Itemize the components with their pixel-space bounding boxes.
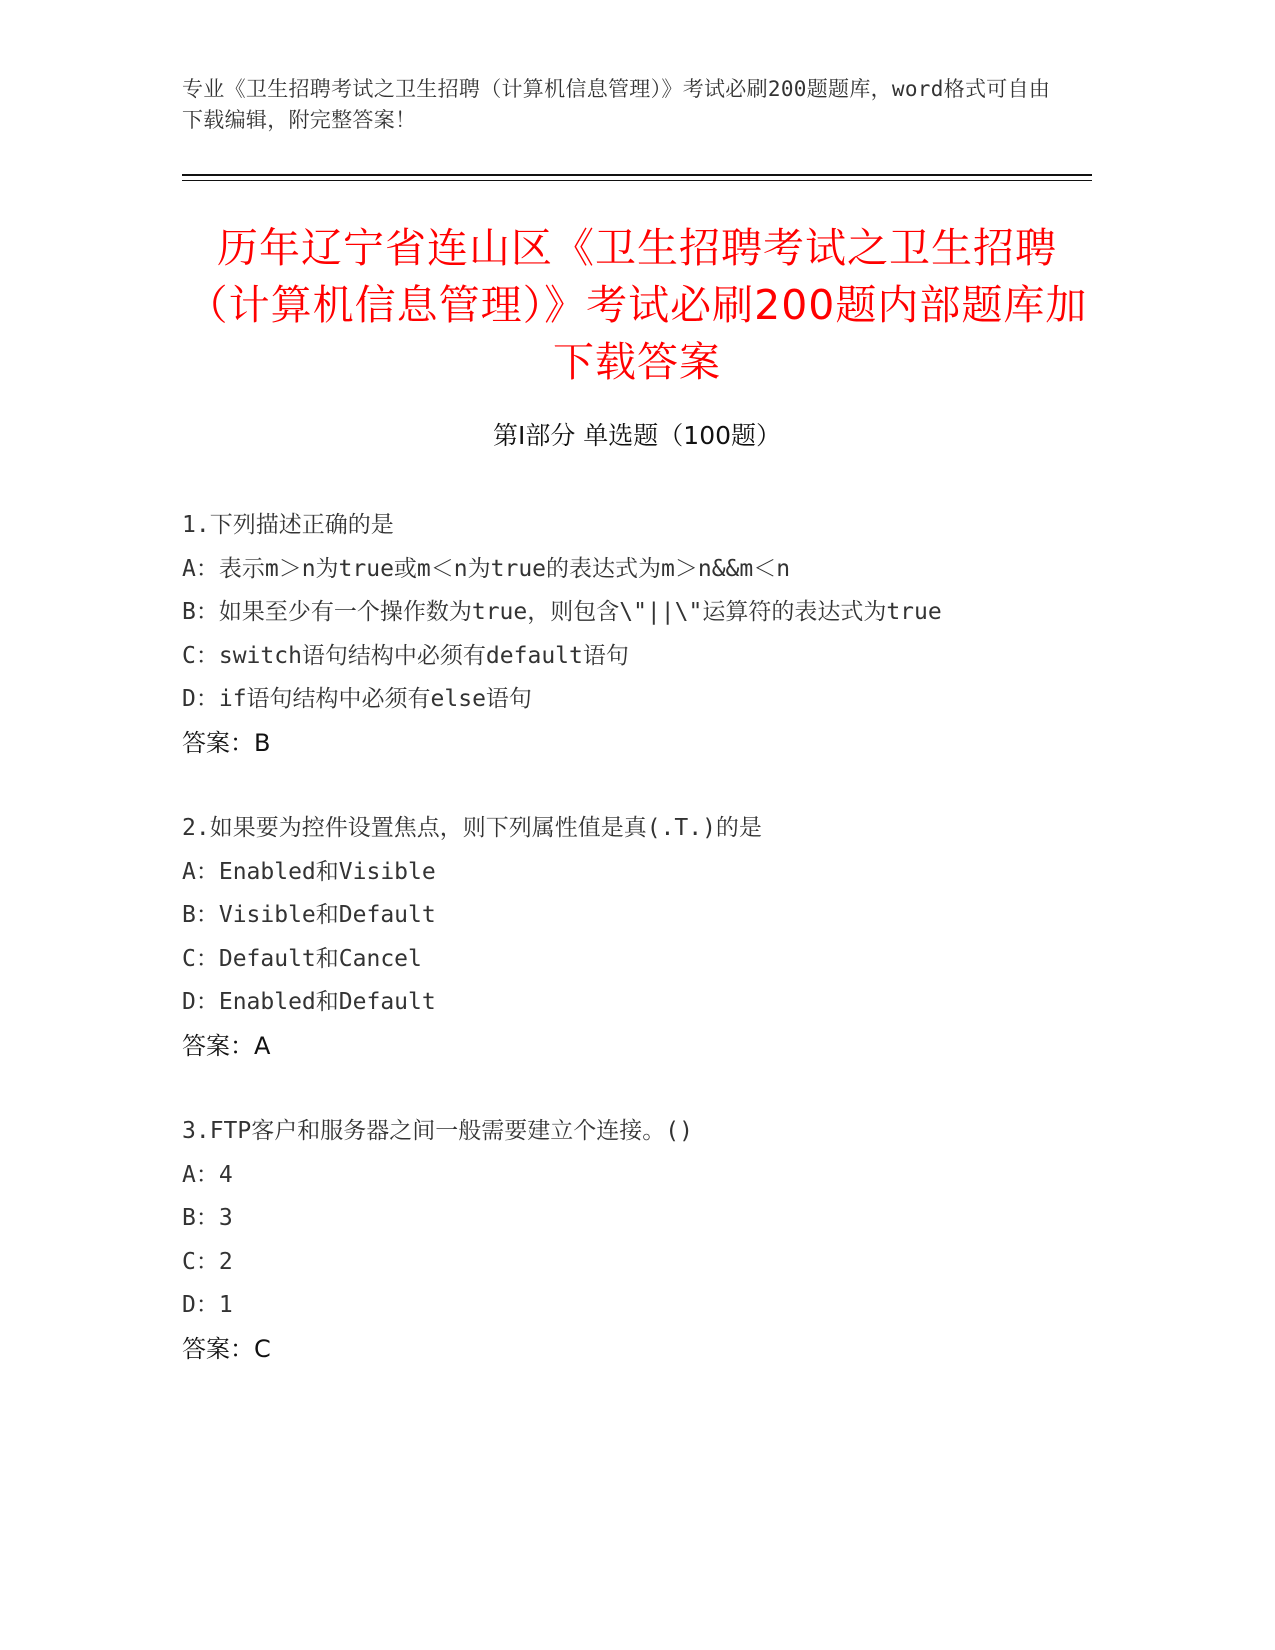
- question-stem: 2.如果要为控件设置焦点，则下列属性值是真(.T.)的是: [182, 815, 762, 841]
- option-d: D：if语句结构中必须有else语句: [182, 686, 532, 712]
- document-title: 历年辽宁省连山区《卫生招聘考试之卫生招聘（计算机信息管理）》考试必刷200题内部题库加下载答案: [186, 224, 1088, 386]
- option-a: A：表示m＞n为true或m＜n为true的表达式为m＞n&&m＜n: [182, 555, 791, 582]
- option-d: D：1: [182, 1292, 233, 1318]
- option-b: B：3: [182, 1205, 233, 1231]
- question-item: [182, 807, 1062, 1068]
- answer-label: 答案：B: [182, 728, 271, 757]
- header-rule-thin: [182, 180, 1092, 181]
- header-note: 专业《卫生招聘考试之卫生招聘（计算机信息管理）》考试必刷200题题库，word格式可自由下载编辑，附完整答案！: [182, 77, 1051, 132]
- option-b: B：如果至少有一个操作数为true，则包含\"||\"运算符的表达式为true: [182, 599, 942, 625]
- header-rule-thick: [182, 174, 1092, 176]
- option-c: C：2: [182, 1248, 233, 1275]
- option-b: B：Visible和Default: [182, 902, 436, 928]
- option-c: C：switch语句结构中必须有default语句: [182, 642, 629, 669]
- answer-label: 答案：A: [182, 1031, 271, 1060]
- answer-label: 答案：C: [182, 1334, 271, 1363]
- section-title: 第Ⅰ部分 单选题（100题）: [492, 421, 782, 450]
- question-list: [182, 504, 1062, 1413]
- option-a: A：Enabled和Visible: [182, 858, 436, 885]
- option-a: A：4: [182, 1161, 233, 1188]
- option-d: D：Enabled和Default: [182, 989, 436, 1015]
- question-stem: 3.FTP客户和服务器之间一般需要建立个连接。(): [182, 1118, 693, 1144]
- question-item: [182, 1110, 1062, 1371]
- question-item: [182, 504, 1062, 765]
- question-stem: 1.下列描述正确的是: [182, 512, 394, 538]
- option-c: C：Default和Cancel: [182, 945, 422, 972]
